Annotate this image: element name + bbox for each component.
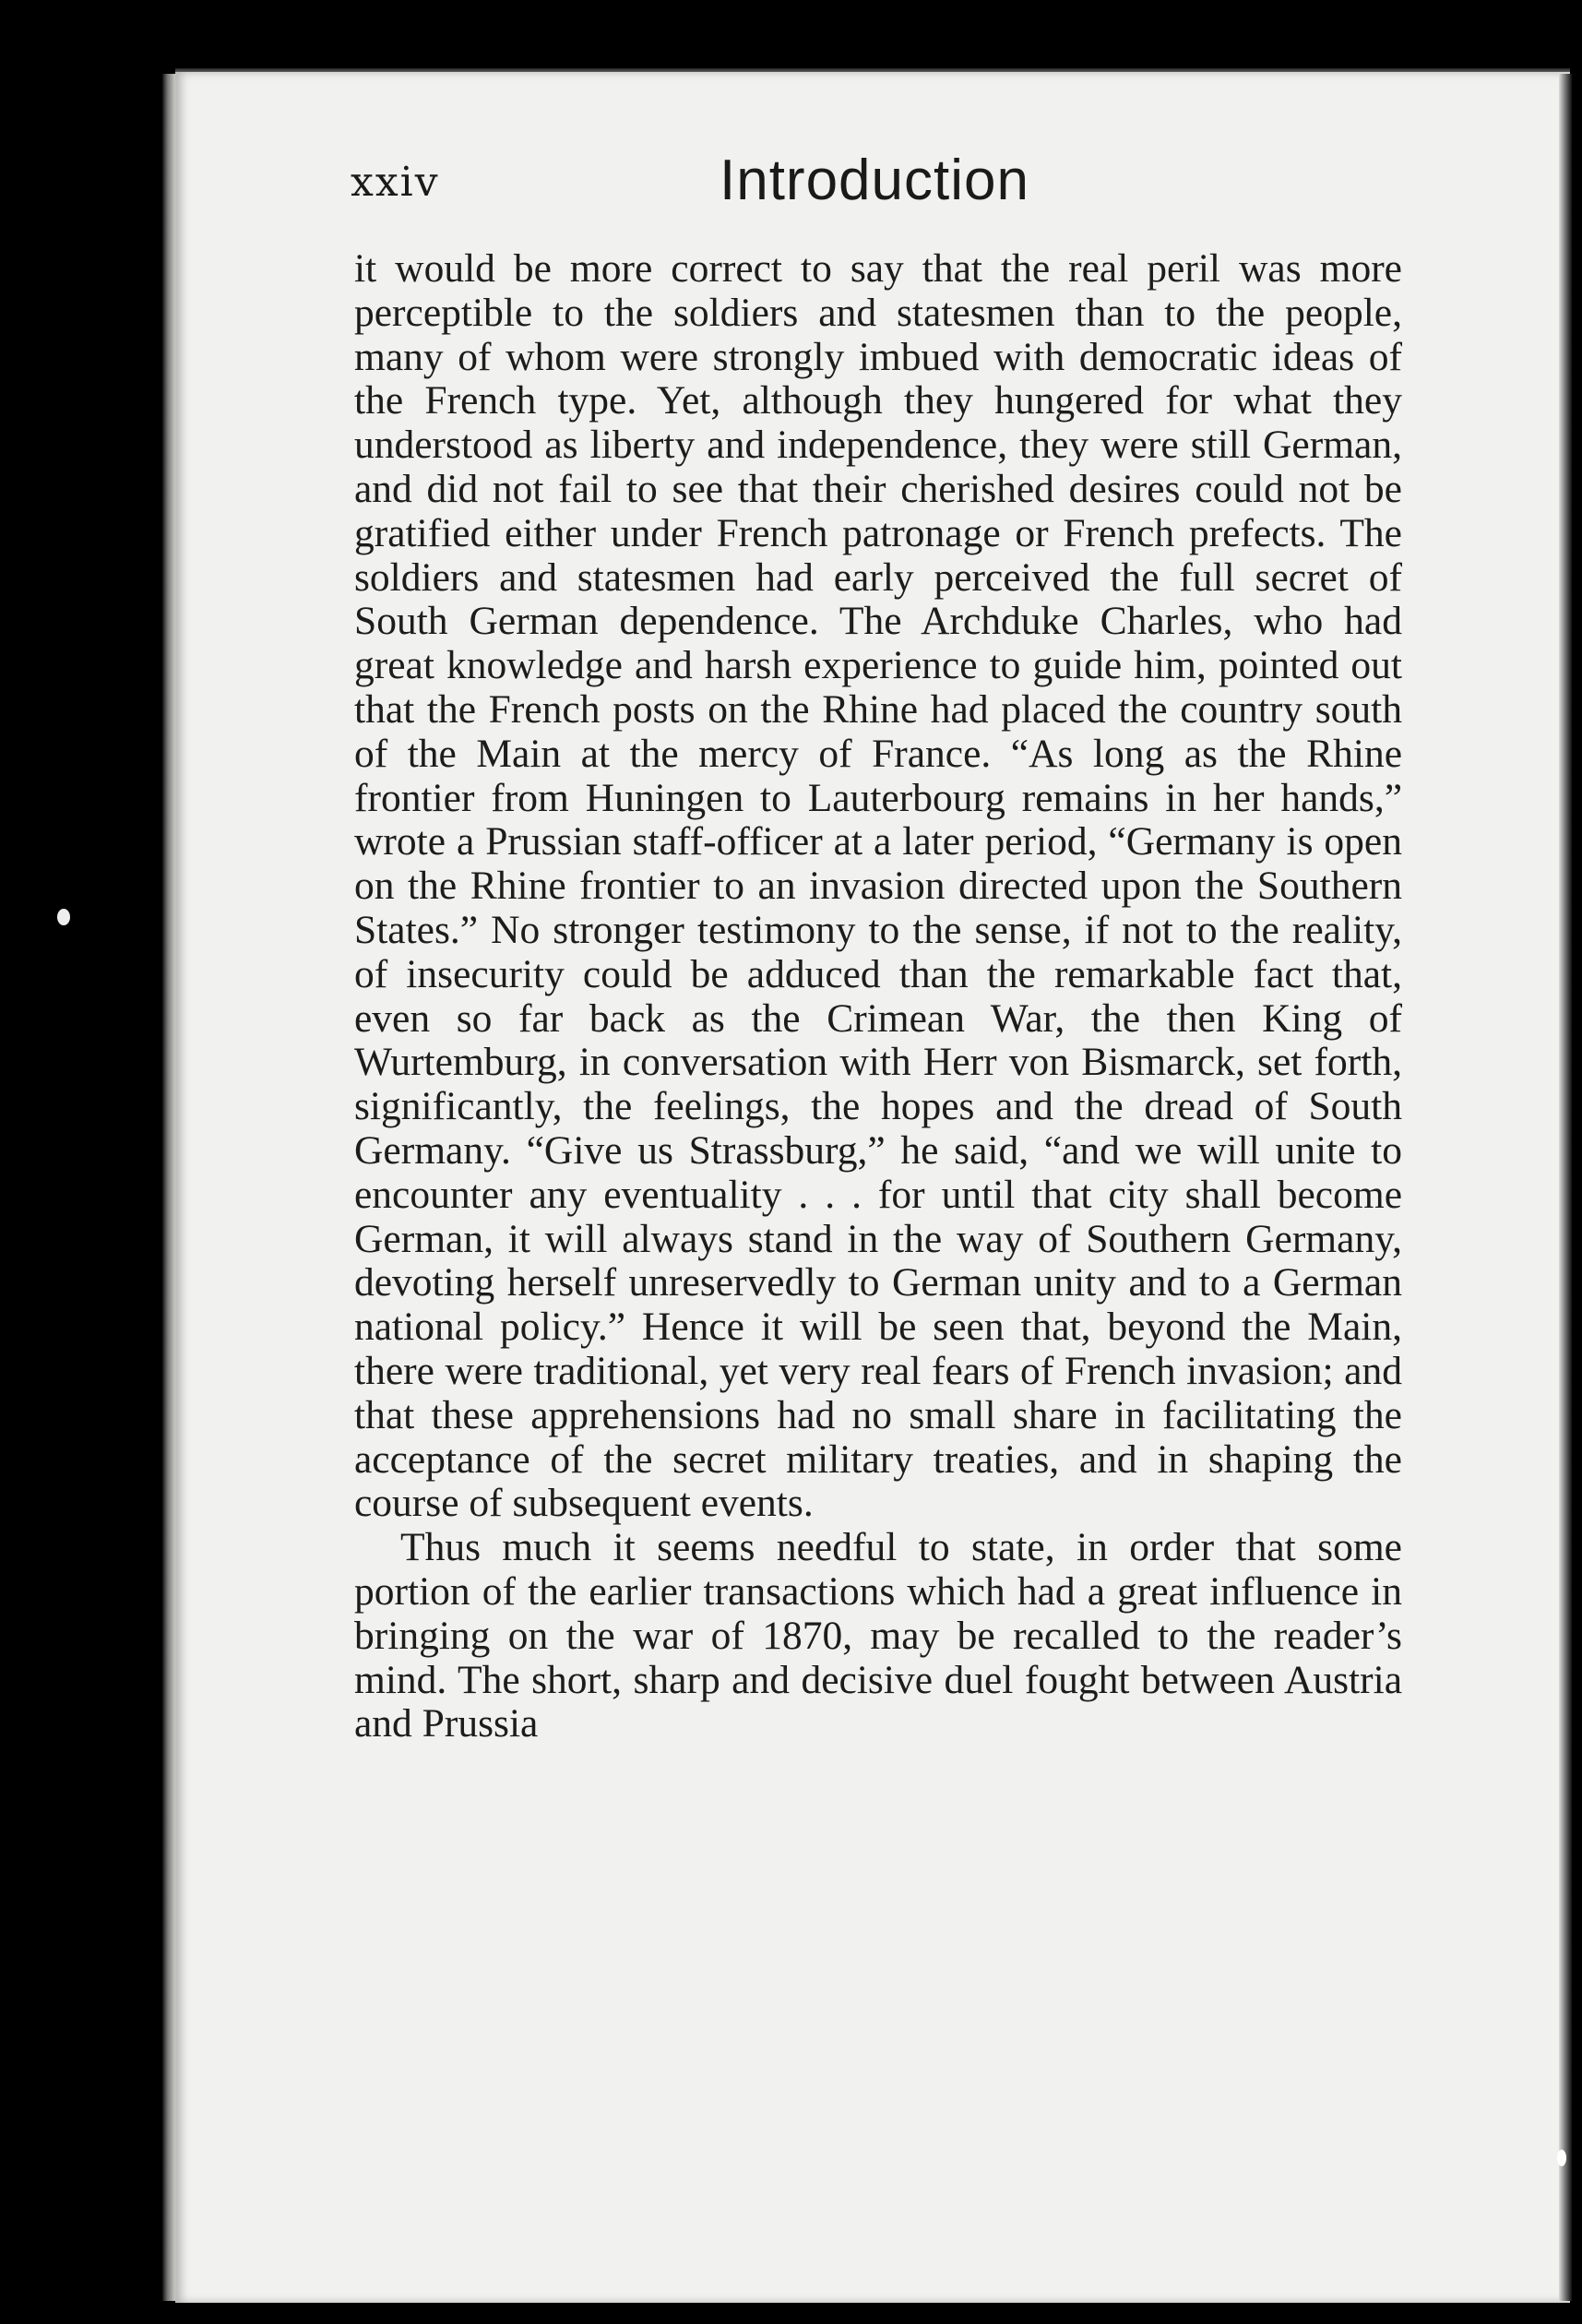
page-left-edge xyxy=(162,74,175,2301)
page-right-edge xyxy=(1559,74,1572,2301)
body-text xyxy=(354,247,1402,1746)
scan-speck xyxy=(57,909,70,925)
paragraph-1: it would be more correct to say that the real peril was more perceptible to the soldiers and statesmen than to the people, many of whom were strongly imbued with democratic ideas of the French type. Yet, although they hungered for what they understood as liberty and independence, they were still German, and did not fail to see that their cherished desires could not be gratified either under French patronage or French prefects. The soldiers and statesmen had early perceived the full secret of South German dependence. The Archduke Charles, who had great knowledge and harsh experience to guide him, pointed out that the French posts on the Rhine had placed the country south of the Main at the mercy of France. “As long as the Rhine frontier from Huningen to Lauterbourg remains in her hands,” wrote a Prussian staff-officer at a later period, “Germany is open on the Rhine frontier to an invasion directed upon the Southern States.” No stronger testimony to the sense, if not to the reality, of insecurity could be adduced than the remarkable fact that, even so far back as the Crimean War, the then King of Wurtemburg, in conversation with Herr von Bismarck, set forth, significantly, the feelings, the hopes and the dread of South Germany. “Give us Strassburg,” he said, “and we will unite to encounter any eventuality . . . for until that city shall become German, it will always stand in the way of Southern Germany, devoting herself unreservedly to German unity and to a German national policy.” Hence it will be seen that, beyond the Main, there were traditional, yet very real fears of French invasion; and that these apprehensions had no small share in facilitating the acceptance of the secret military treaties, and in shaping the course of subsequent events. xyxy=(354,246,1402,1526)
running-head xyxy=(351,148,1402,231)
scan-speck xyxy=(1557,2150,1566,2166)
running-title: Introduction xyxy=(720,149,1029,212)
paragraph-2: Thus much it seems needful to state, in order that some portion of the earlier transactions which had a great influence in bringing on the war of 1870, may be recalled to the reader’s mind. The short, sharp and decisive duel fought between Austria and Prussia xyxy=(354,1525,1402,1746)
page-number: xxiv xyxy=(351,159,440,206)
